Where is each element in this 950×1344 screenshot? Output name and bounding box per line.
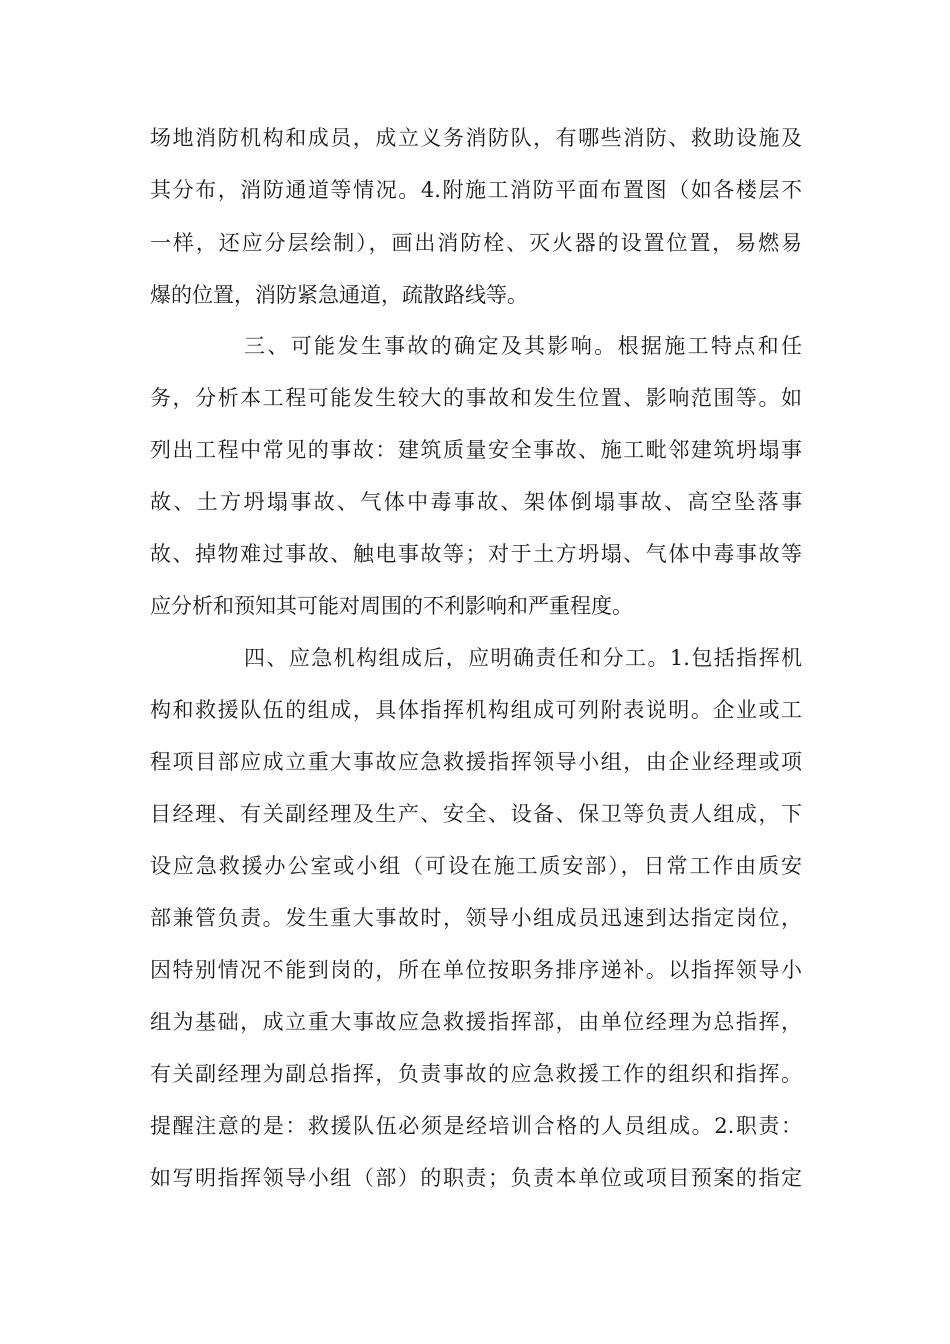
- text-line: 构和救援队伍的组成，具体指挥机构组成可列附表说明。企业或工: [150, 698, 802, 722]
- text-line: 组为基础，成立重大事故应急救援指挥部，由单位经理为总指挥，: [150, 1010, 802, 1034]
- text-line: 设应急救援办公室或小组（可设在施工质安部），日常工作由质安: [150, 854, 802, 878]
- text-line: 因特别情况不能到岗的，所在单位按职务排序递补。以指挥领导小: [150, 958, 802, 982]
- text-line: 其分布，消防通道等情况。4.附施工消防平面布置图（如各楼层不: [150, 178, 802, 202]
- paragraph-start-line: 三、可能发生事故的确定及其影响。根据施工特点和任: [244, 334, 802, 358]
- text-line: 一样，还应分层绘制），画出消防栓、灭火器的设置位置，易燃易: [150, 231, 802, 255]
- text-line: 目经理、有关副经理及生产、安全、设备、保卫等负责人组成，下: [150, 802, 802, 826]
- text-line: 部兼管负责。发生重大事故时，领导小组成员迅速到达指定岗位，: [150, 906, 802, 930]
- paragraph-start-line: 四、应急机构组成后，应明确责任和分工。1.包括指挥机: [244, 646, 802, 670]
- text-line: 故、土方坍塌事故、气体中毒事故、架体倒塌事故、高空坠落事: [150, 490, 802, 514]
- text-line: 如写明指挥领导小组（部）的职责；负责本单位或项目预案的指定: [150, 1166, 802, 1190]
- text-line: 故、掉物难过事故、触电事故等；对于土方坍塌、气体中毒事故等: [150, 542, 802, 566]
- text-line: 列出工程中常见的事故：建筑质量安全事故、施工毗邻建筑坍塌事: [150, 438, 802, 462]
- text-line: 场地消防机构和成员，成立义务消防队，有哪些消防、救助设施及: [150, 126, 802, 150]
- text-line: 务，分析本工程可能发生较大的事故和发生位置、影响范围等。如: [150, 386, 802, 410]
- text-line: 应分析和预知其可能对周围的不利影响和严重程度。: [150, 594, 633, 618]
- text-line: 有关副经理为副总指挥，负责事故的应急救援工作的组织和指挥。: [150, 1062, 802, 1086]
- text-line: 程项目部应成立重大事故应急救援指挥领导小组，由企业经理或项: [150, 750, 802, 774]
- text-line: 提醒注意的是：救援队伍必须是经培训合格的人员组成。2.职责：: [150, 1114, 802, 1138]
- text-line: 爆的位置，消防紧急通道，疏散路线等。: [150, 283, 528, 307]
